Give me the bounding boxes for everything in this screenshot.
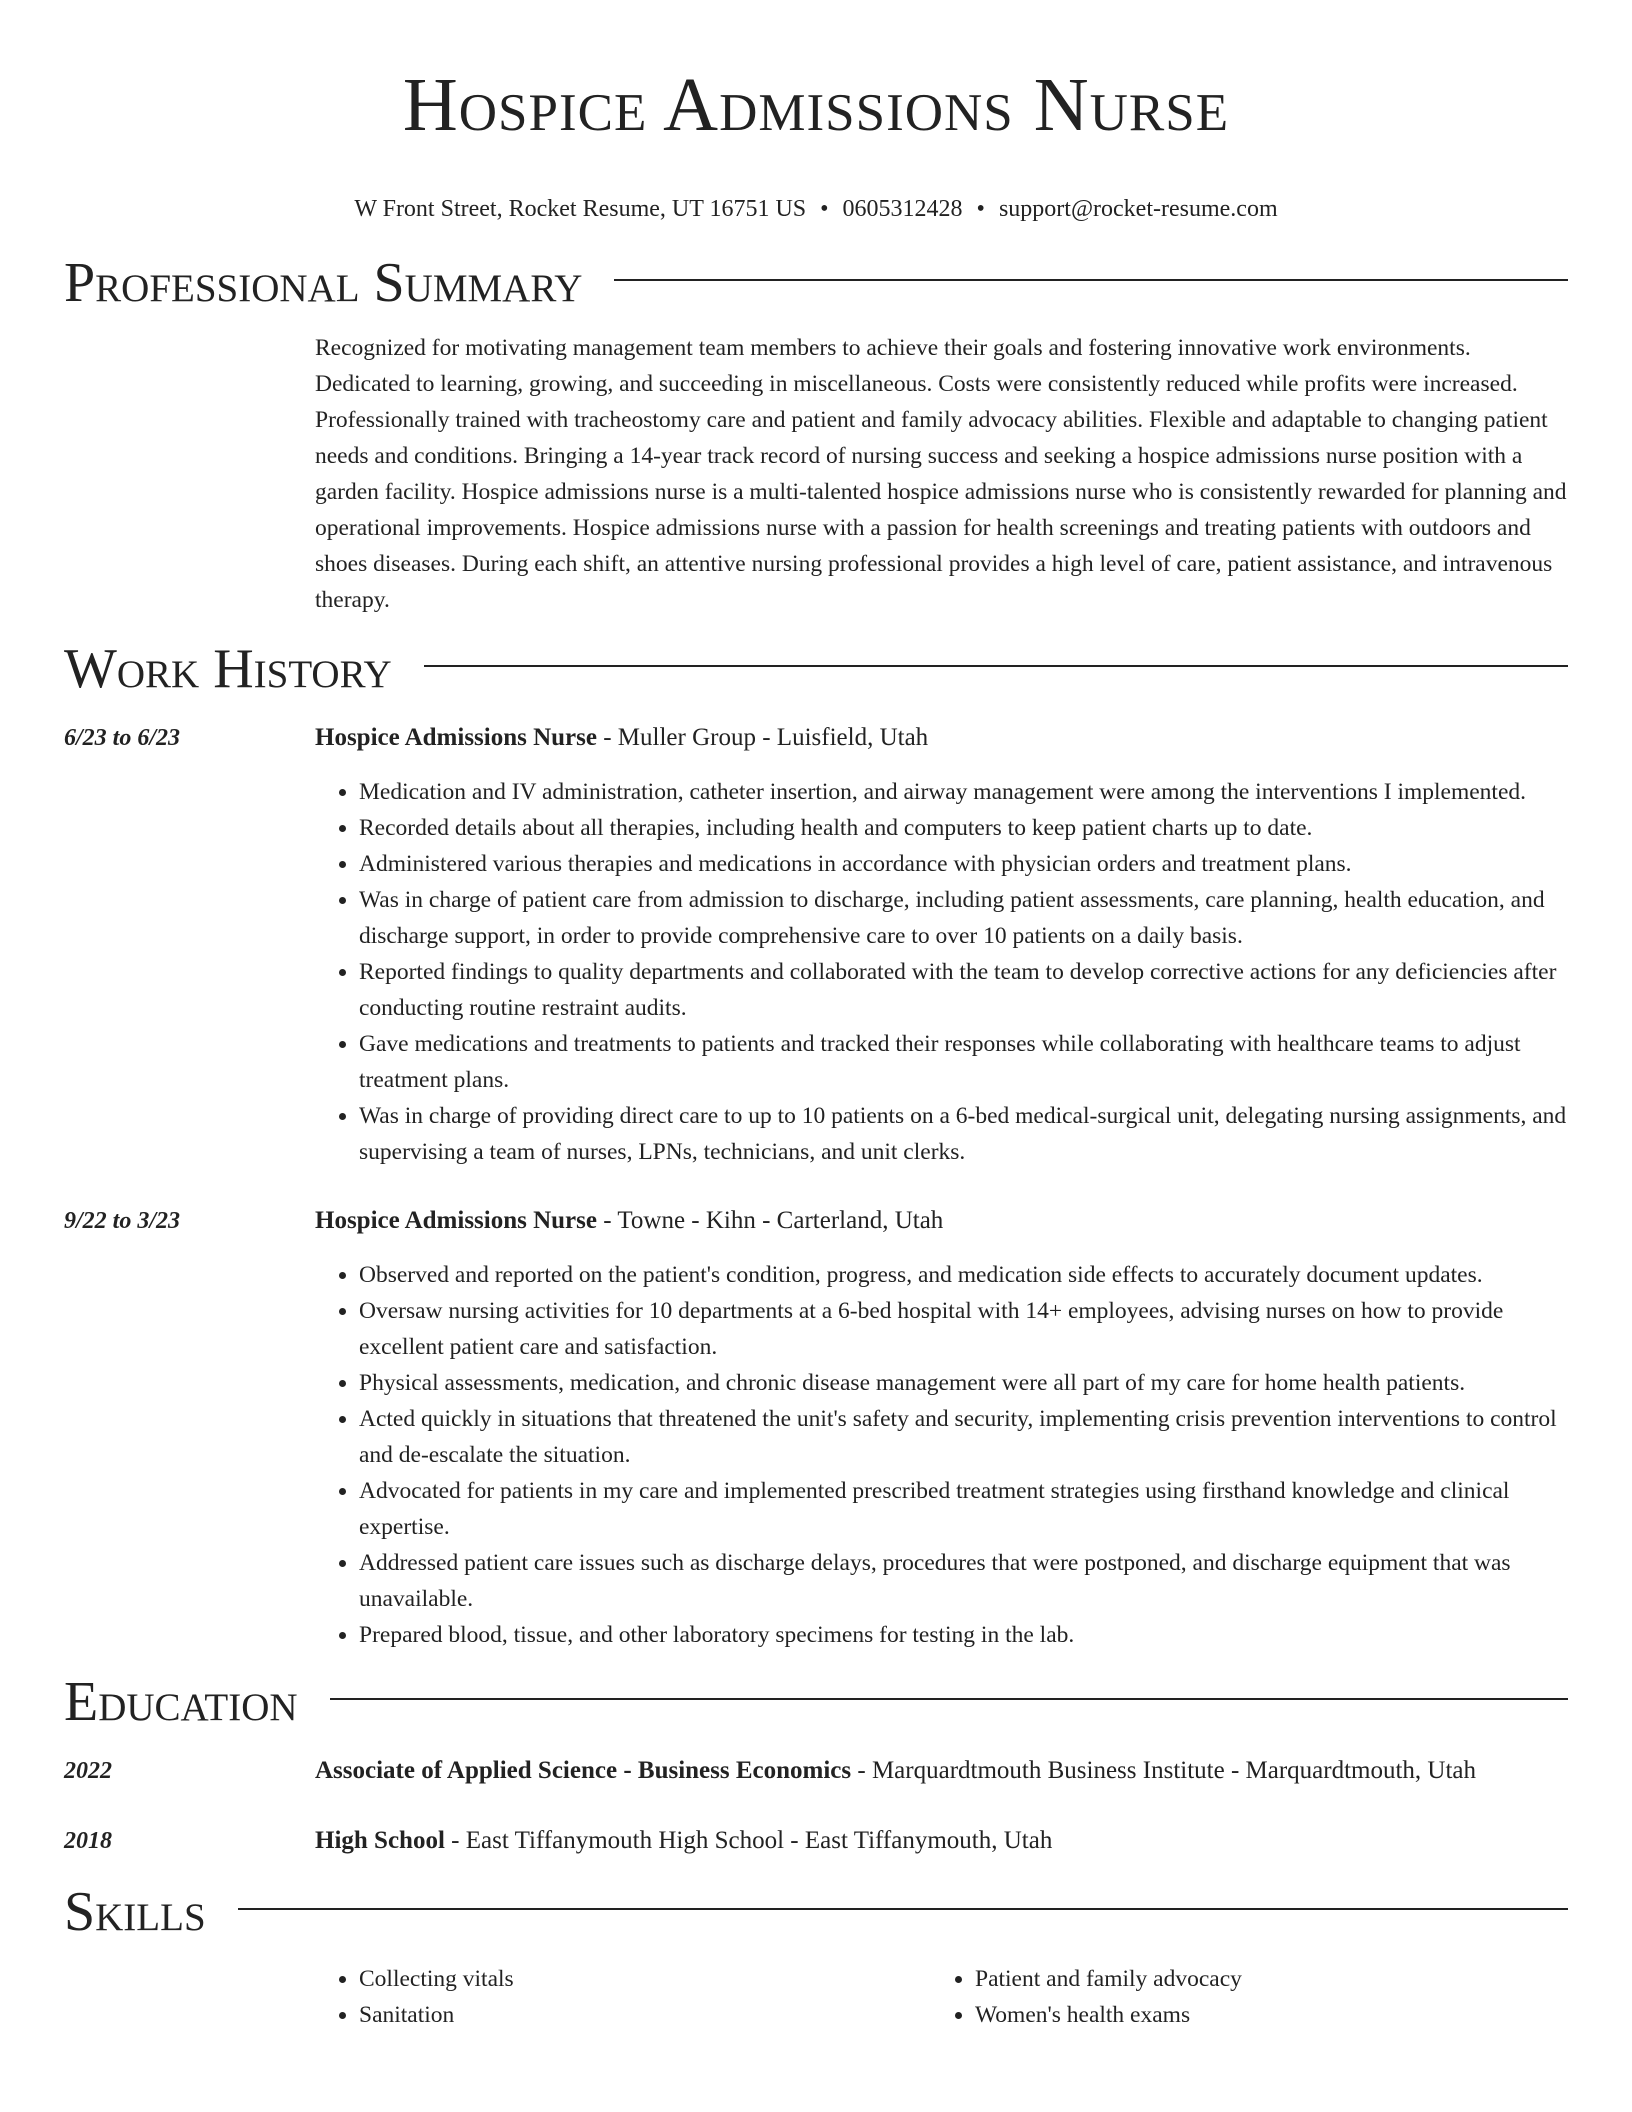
list-item: • Reported findings to quality departments and collaborated with the team to develop corrective actions for any deficiencies after conducting routine restraint audits. [359,954,1568,1026]
job-date: 9/22 to 3/23 [64,1208,181,1234]
list-item: • Physical assessments, medication, and chronic disease management were all part of my care for home health patients. [359,1365,1568,1401]
education-section-header [64,1665,1568,1739]
job-role: Hospice Admissions Nurse [315,1207,597,1234]
education-date: 2018 [64,1828,112,1854]
section-divider [614,279,1568,281]
job-bullets [315,1257,1568,1653]
list-item: • Administered various therapies and medications in accordance with physician orders and treatment plans. [359,846,1568,882]
job-title-line [315,720,1568,756]
list-item: • Was in charge of providing direct care to up to 10 patients on a 6-bed medical-surgical unit, delegating nursing assignments, and supervising a team of nurses, LPNs, technicians, and unit clerks. [359,1098,1568,1170]
job-details [315,720,1568,1170]
list-item: • Prepared blood, tissue, and other laboratory specimens for testing in the lab. [359,1617,1568,1653]
job-entry [64,1203,1568,1653]
education-date: 2022 [64,1758,112,1784]
job-bullets [315,774,1568,1170]
contact-separator: • [976,196,985,222]
education-entry [64,1753,1568,1789]
list-item: • Recorded details about all therapies, including health and computers to keep patient charts up to date. [359,810,1568,846]
summary-section-header [64,246,1568,320]
contact-phone: 0605312428 [842,196,963,222]
list-item: • Advocated for patients in my care and implemented prescribed treatment strategies using firsthand knowledge and clinical expertise. [359,1473,1568,1545]
education-degree: Associate of Applied Science - Business Economics [315,1757,852,1784]
section-divider [424,665,1568,667]
contact-address: W Front Street, Rocket Resume, UT 16751 US [354,196,807,222]
education-school: - East Tiffanymouth High School - East Tiffanymouth, Utah [444,1827,1053,1854]
candidate-name: Hospice Admissions Nurse [402,63,1230,147]
job-title-line [315,1203,1568,1239]
work-section-title: Work History [64,638,392,700]
education-degree: High School [315,1827,445,1854]
section-divider [238,1908,1568,1910]
skills-section-title: Skills [64,1881,206,1943]
education-section-title: Education [64,1671,298,1733]
job-employer: - Towne - Kihn - Carterland, Utah [596,1207,944,1234]
education-entry [64,1823,1568,1859]
section-divider [330,1698,1568,1700]
education-details [315,1753,1568,1789]
summary-section-title: Professional Summary [64,252,583,314]
contact-email: support@rocket-resume.com [998,196,1278,222]
skills-column-left [315,1961,931,2033]
job-details [315,1203,1568,1653]
summary-text: Recognized for motivating management team members to achieve their goals and fostering innovative work environments. Dedicated to learning, growing, and succeeding in miscellaneous. Costs were consistently reduced while profits were increased. Professionally trained with tracheostomy care and patient and family advocacy abilities. Flexible and adaptable to changing patient needs and conditions. Bringing a 14-year track record of nursing success and seeking a hospice admissions nurse position with a garden facility. Hospice admissions nurse is a multi-talented hospice admissions nurse who is consistently rewarded for planning and operational improvements. Hospice admissions nurse with a passion for health screenings and treating patients with outdoors and shoes diseases. During each shift, an attentive nursing professional provides a high level of care, patient assistance, and intravenous therapy. [315,335,1567,613]
skill-item: • Patient and family advocacy [975,1961,1547,1997]
list-item: • Gave medications and treatments to patients and tracked their responses while collaborating with healthcare teams to adjust treatment plans. [359,1026,1568,1098]
job-employer: - Muller Group - Luisfield, Utah [596,724,929,751]
list-item: • Was in charge of patient care from admission to discharge, including patient assessments, care planning, health education, and discharge support, in order to provide comprehensive care to over 10 patients on a daily basis. [359,882,1568,954]
contact-separator: • [820,196,829,222]
education-school: - Marquardtmouth Business Institute - Marquardtmouth, Utah [851,1757,1477,1784]
job-role: Hospice Admissions Nurse [315,724,597,751]
job-date: 6/23 to 6/23 [64,725,181,751]
list-item: • Observed and reported on the patient's condition, progress, and medication side effects to accurately document updates. [359,1257,1568,1293]
skill-item: • Sanitation [359,1997,931,2033]
education-title-line [315,1753,1568,1789]
skills-list [315,1961,1568,2033]
work-section-header [64,632,1568,706]
job-entry [64,720,1568,1170]
list-item: • Acted quickly in situations that threatened the unit's safety and security, implementing crisis prevention interventions to control and de-escalate the situation. [359,1401,1568,1473]
education-title-line [315,1823,1568,1859]
skills-section-header [64,1875,1568,1949]
skill-item: • Collecting vitals [359,1961,931,1997]
skill-item: • Women's health exams [975,1997,1547,2033]
list-item: • Medication and IV administration, catheter insertion, and airway management were among the interventions I implemented. [359,774,1568,810]
contact-line [64,194,1568,224]
list-item: • Oversaw nursing activities for 10 departments at a 6-bed hospital with 14+ employees, advising nurses on how to provide excellent patient care and satisfaction. [359,1293,1568,1365]
list-item: • Addressed patient care issues such as discharge delays, procedures that were postponed, and discharge equipment that was unavailable. [359,1545,1568,1617]
education-details [315,1823,1568,1859]
skills-column-right [931,1961,1547,2033]
